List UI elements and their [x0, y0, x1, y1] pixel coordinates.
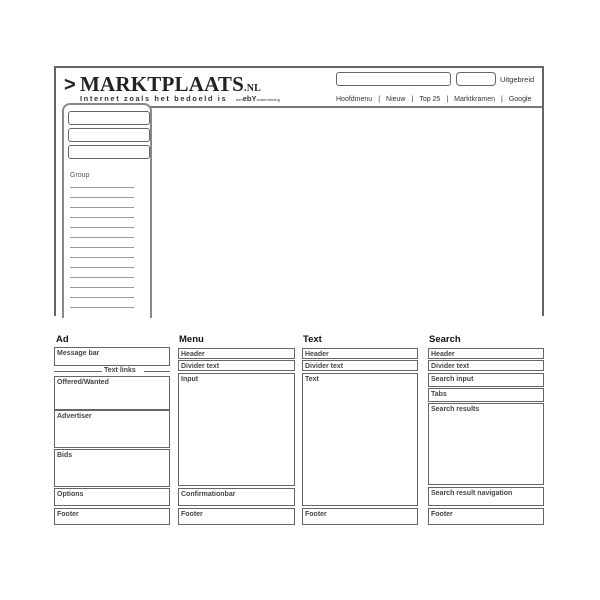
- search-result-navigation: Search result navigation: [428, 487, 544, 506]
- text-body: Text: [302, 373, 418, 506]
- nav-item-marktkramen[interactable]: Marktkramen: [454, 96, 496, 103]
- search-header: Header: [428, 348, 544, 359]
- sidebar-link-placeholder[interactable]: [70, 217, 134, 218]
- ebay-suffix: onderneming: [256, 97, 280, 102]
- nav-separator: |: [446, 96, 449, 103]
- ad-bids: Bids: [54, 449, 170, 487]
- logo-tagline: Internet zoals het bedoeld is: [80, 94, 228, 103]
- main-nav: [336, 96, 531, 103]
- ad-advertiser: Advertiser: [54, 410, 170, 448]
- text-links-divider: [144, 371, 170, 372]
- sidebar-link-placeholder[interactable]: [70, 187, 134, 188]
- text-header: Header: [302, 348, 418, 359]
- logo-arrow-icon: >: [64, 74, 76, 96]
- nav-item-nieuw[interactable]: Nieuw: [386, 96, 406, 103]
- text-footer: Footer: [302, 508, 418, 525]
- sidebar-link-placeholder[interactable]: [70, 207, 134, 208]
- sidebar-link-placeholder[interactable]: [70, 307, 134, 308]
- nav-separator: |: [378, 96, 381, 103]
- sidebar: [62, 103, 152, 318]
- sidebar-group-label: Group: [70, 172, 90, 179]
- text-divider-text: Divider text: [302, 360, 418, 371]
- menu-header: Header: [178, 348, 295, 359]
- sidebar-input-1[interactable]: [68, 111, 150, 125]
- search-divider-text: Divider text: [428, 360, 544, 371]
- sidebar-link-placeholder[interactable]: [70, 227, 134, 228]
- ebay-brand: ebY: [242, 94, 257, 103]
- ad-column-title: Ad: [56, 334, 69, 345]
- search-input-block: Search input: [428, 373, 544, 387]
- menu-footer: Footer: [178, 508, 295, 525]
- search-button[interactable]: [456, 72, 496, 86]
- advanced-search-link[interactable]: Uitgebreid: [500, 75, 535, 84]
- site-mockup: [54, 66, 544, 316]
- nav-separator: |: [501, 96, 503, 103]
- sidebar-link-placeholder[interactable]: [70, 297, 134, 298]
- ad-offered-wanted: Offered/Wanted: [54, 376, 170, 410]
- sidebar-link-placeholder[interactable]: [70, 257, 134, 258]
- ad-message-bar: Message bar: [54, 347, 170, 366]
- search-results: Search results: [428, 403, 544, 485]
- nav-item-google[interactable]: Google: [508, 96, 532, 103]
- menu-confirmationbar: Confirmationbar: [178, 488, 295, 506]
- menu-column-title: Menu: [179, 334, 204, 345]
- search-column-title: Search: [429, 334, 461, 345]
- ad-text-links: Text links: [104, 367, 136, 374]
- sidebar-link-placeholder[interactable]: [70, 277, 134, 278]
- ebay-prefix: een: [236, 97, 243, 102]
- ad-footer: Footer: [54, 508, 170, 525]
- nav-item-top25[interactable]: Top 25: [419, 96, 441, 103]
- text-column-title: Text: [303, 334, 322, 345]
- sidebar-link-placeholder[interactable]: [70, 197, 134, 198]
- search-input[interactable]: [336, 72, 451, 86]
- nav-item-hoofdmenu[interactable]: Hoofdmenu: [336, 96, 373, 103]
- sidebar-link-placeholder[interactable]: [70, 267, 134, 268]
- menu-divider-text: Divider text: [178, 360, 295, 371]
- ebay-badge: [236, 94, 280, 103]
- sidebar-input-2[interactable]: [68, 128, 150, 142]
- sidebar-input-3[interactable]: [68, 145, 150, 159]
- sidebar-link-placeholder[interactable]: [70, 237, 134, 238]
- logo-suffix: .NL: [244, 83, 261, 94]
- menu-input: Input: [178, 373, 295, 486]
- text-links-divider: [54, 371, 102, 372]
- search-tabs: Tabs: [428, 388, 544, 402]
- sidebar-link-placeholder[interactable]: [70, 247, 134, 248]
- search-footer: Footer: [428, 508, 544, 525]
- nav-separator: |: [411, 96, 414, 103]
- logo-word: MARKTPLAATS: [80, 72, 244, 96]
- ad-options: Options: [54, 488, 170, 506]
- sidebar-link-placeholder[interactable]: [70, 287, 134, 288]
